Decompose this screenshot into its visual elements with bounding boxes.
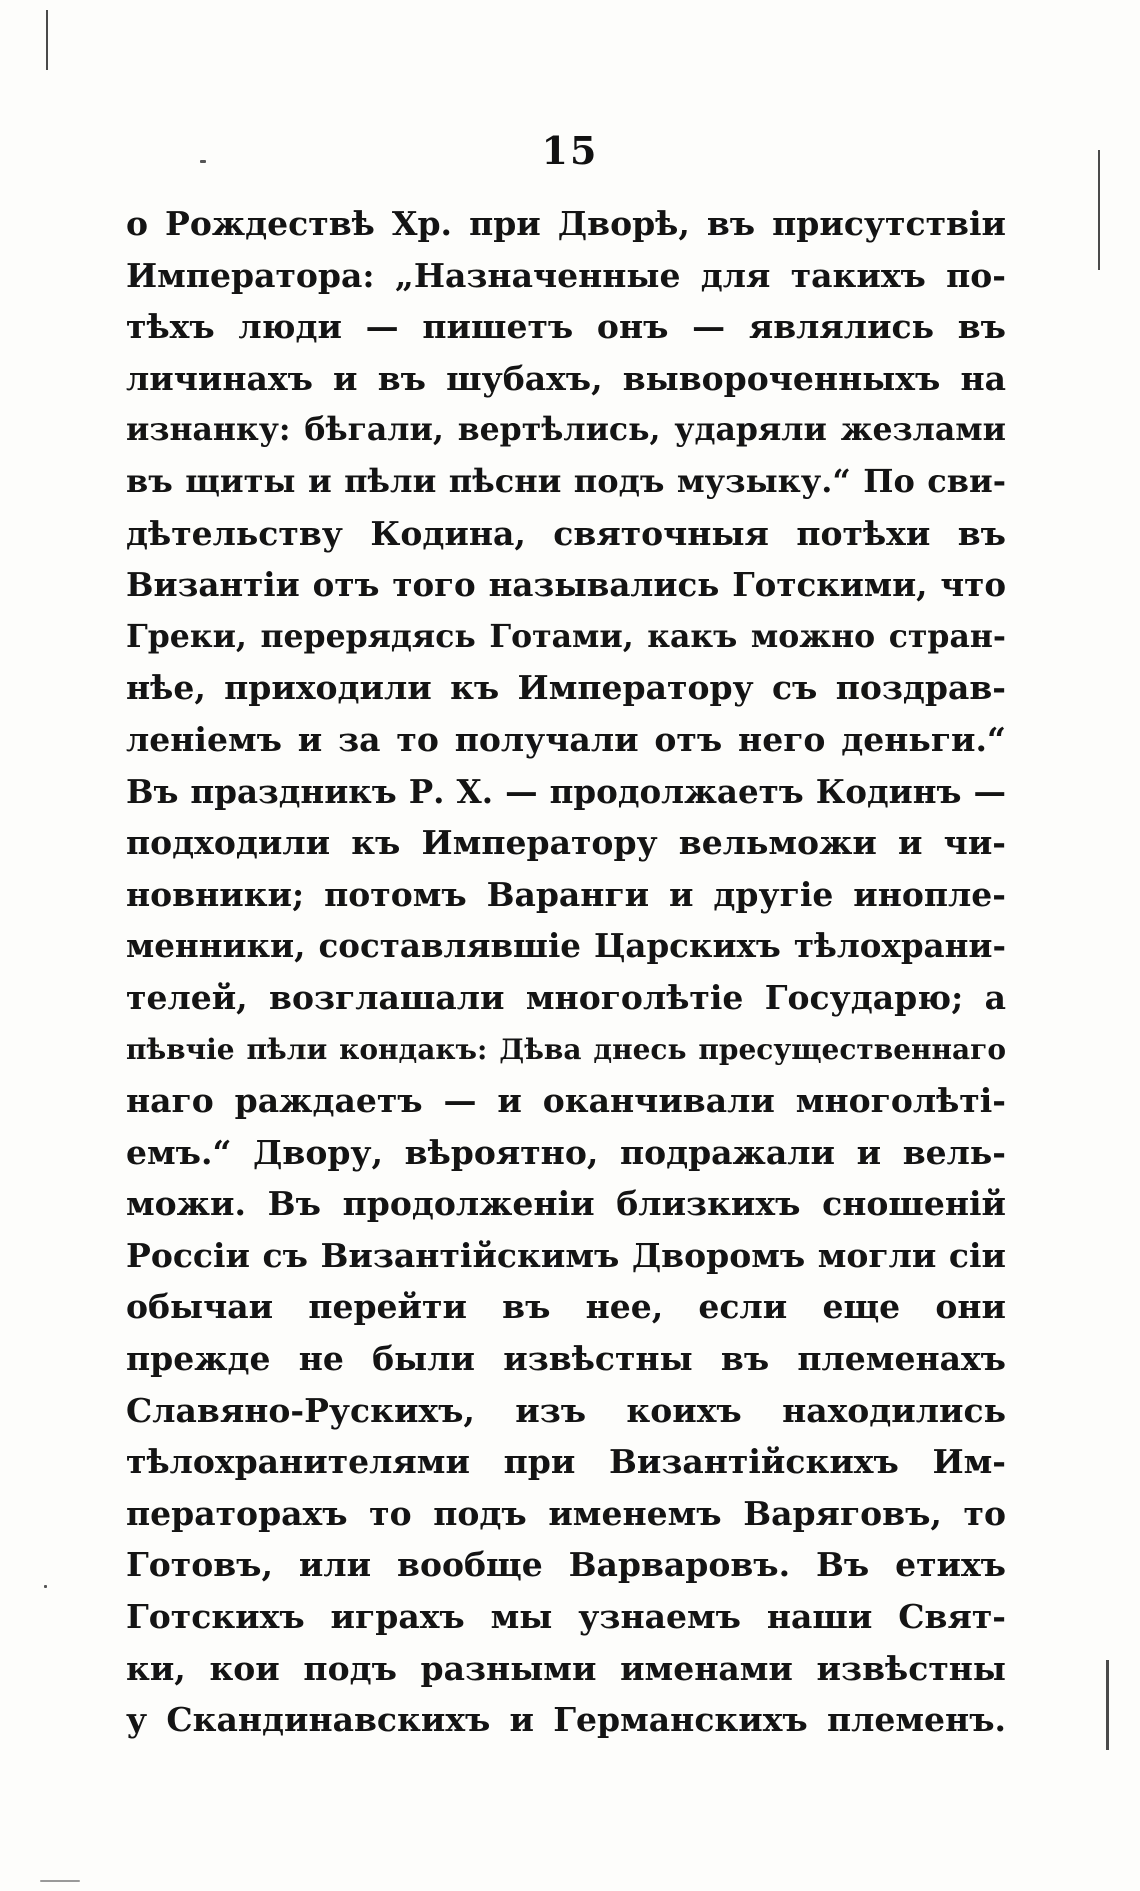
text-line: менники, составлявшіе Царскихъ тѣлохрани- [126,926,1006,966]
text-line: тѣлохранителями при Византійскихъ Им- [126,1442,1006,1482]
text-line: наго раждаетъ — и оканчивали многолѣті- [126,1081,1006,1121]
text-line: Императора: „Назначенные для такихъ по- [126,255,1006,295]
text-line: леніемъ и за то получали отъ него деньги.“ [126,719,1006,759]
ink-speck [40,1880,80,1882]
text-line: о Рождествѣ Хр. при Дворѣ, въ присутствіи [126,204,1006,243]
text-line: обычаи перейти въ нее, если еще они [126,1287,1006,1327]
right-margin-mark [1106,1660,1109,1750]
text-line: Готскихъ играхъ мы узнаемъ наши Свят- [126,1597,1006,1637]
text-line: дѣтельству Кодина, святочныя потѣхи въ [126,513,1006,553]
text-line: телей, возглашали многолѣтіе Государю; а [126,977,1006,1017]
text-line: нѣе, приходили къ Императору съ поздрав- [126,668,1006,708]
text-line: ператорахъ то подъ именемъ Варяговъ, то [126,1493,1006,1533]
text-line: Въ праздникъ Р. Х. — продолжаетъ Кодинъ — [126,771,1006,811]
text-line: Россіи съ Византійскимъ Дворомъ могли сіи [126,1235,1006,1275]
text-line: Греки, перерядясь Готами, какъ можно стран- [126,617,1006,655]
text-line: личинахъ и въ шубахъ, вывороченныхъ на [126,358,1006,398]
page-number: 15 [541,128,599,173]
text-line: пѣвчіе пѣли кондакъ: Дѣва днесь пресущественнаго [126,1032,1006,1066]
left-margin-mark [46,10,48,70]
text-line: тѣхъ люди — пишетъ онъ — являлись въ [126,307,1006,347]
text-line: изнанку: бѣгали, вертѣлись, ударяли жезлами [126,411,1006,449]
text-line: Византіи отъ того назывались Готскими, что [126,565,1006,605]
text-line: у Скандинавскихъ и Германскихъ племенъ. [126,1700,1006,1740]
text-line: подходили къ Императору вельможи и чи- [126,823,1006,863]
text-line: ки, кои подъ разными именами извѣстны [126,1648,1006,1688]
text-line: Готовъ, или вообще Варваровъ. Въ етихъ [126,1545,1006,1585]
text-line: Славяно-Рускихъ, изъ коихъ находились [126,1390,1006,1430]
text-line: можи. Въ продолженіи близкихъ сношеній [126,1184,1006,1224]
text-line: емъ.“ Двору, вѣроятно, подражали и вель- [126,1132,1006,1172]
text-line: новники; потомъ Варанги и другіе инопле- [126,874,1006,914]
text-line: прежде не были извѣстны въ племенахъ [126,1339,1006,1379]
text-line: въ щиты и пѣли пѣсни подъ музыку.“ По сви- [126,461,1006,500]
ink-speck [44,1585,47,1588]
body-text [126,198,1006,1746]
